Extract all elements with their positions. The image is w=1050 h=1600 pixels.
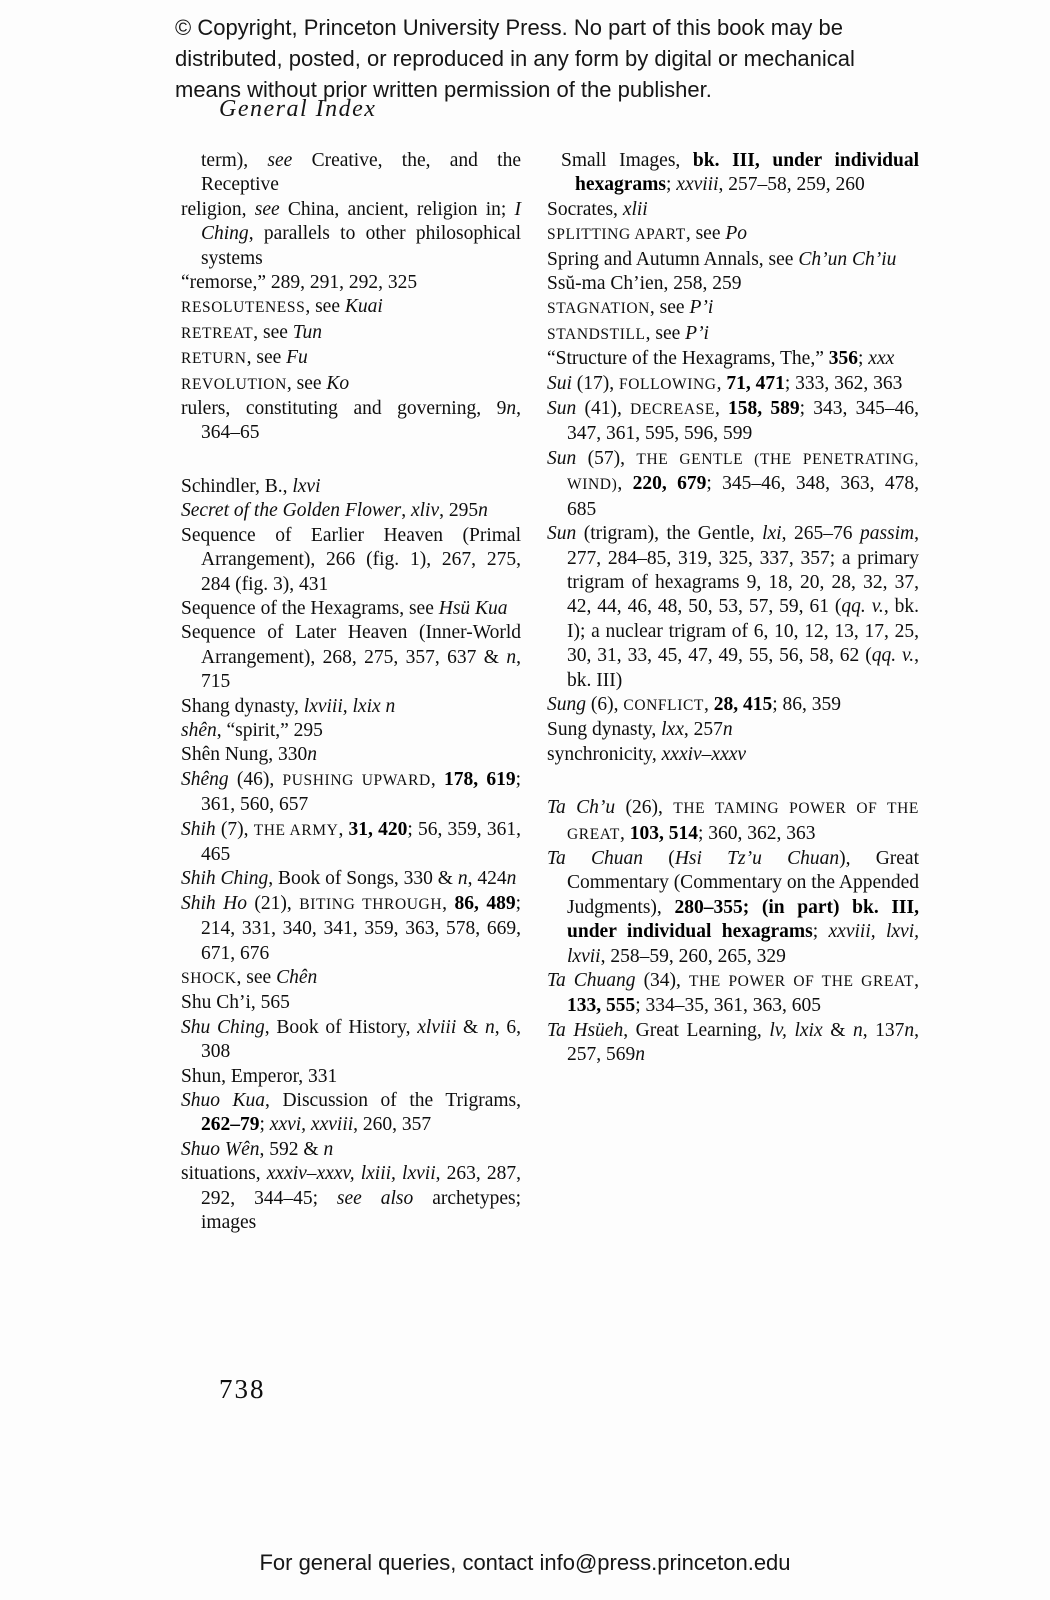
index-entry [181,499,521,523]
index-entry-segment: see [254,198,280,220]
index-entry-segment: xxxiv–xxxv, lxiii, lxvii [266,1163,436,1185]
index-entry-segment: STANDSTILL [547,325,646,343]
index-entry [547,969,919,1019]
index-entry [547,693,919,718]
index-entry-segment: , see [236,967,277,988]
index-entry-segment: Fu [286,347,308,369]
index-entry [181,1065,521,1089]
index-entry-segment: Ta Hsüeh [547,1019,624,1041]
index-entry-segment: ; 86, 359 [772,693,842,715]
index-entry-segment: lv, lxix [769,1019,823,1041]
index-entry-segment: , Book of Songs, 330 & [268,868,458,890]
index-entry-segment: (34), [635,970,689,991]
index-entry-segment: (21), [246,892,300,914]
index-entry-segment: “remorse,” 289, 291, 292, 325 [181,272,418,294]
index-entry-segment: , bk. I); a nuclear trigram of 6, 10, 12, 13, 17, 25, 30, 31, 33, 45, 47, 49, 55, 56, 58, 62 ( [567,596,919,667]
index-entry-segment: THE ARMY [253,821,339,839]
index-entry-segment: Sequence of Earlier Heaven (Primal Arrangement), 266 (fig. 1), 267, 275, 284 (fig. 3), 431 [181,524,521,595]
index-entry [547,372,919,397]
index-entry-segment: ; [858,348,869,370]
index-entry-segment: , 257, 569 [567,1019,920,1066]
index-entry [181,695,521,719]
index-entry [547,796,919,847]
index-entry-segment: Tun [292,321,323,343]
index-entry-segment: “Structure of the Hexagrams, The,” [547,348,829,370]
index-column-right [547,149,919,1235]
index-entry-segment: synchronicity, [547,743,662,765]
index-entry-segment: 220, 679 [632,473,707,495]
index-entry-segment: lxi [762,523,782,545]
index-entry-segment: Small Images, [561,150,693,171]
index-entry-segment: RETREAT [181,324,254,342]
index-entry-segment: n [635,1044,645,1066]
index-entry-segment: (trigram), the Gentle, [576,523,763,545]
index-entry-segment: Po [725,223,748,245]
index-entry [547,248,919,272]
index-entry [547,347,919,371]
index-entry-segment: xxviii, lxvi, lxvii [567,921,920,967]
index-entry-segment: Shêng [181,768,229,790]
index-entry-segment: 158, 589 [728,398,800,420]
index-entry-segment: Shuo Kua [181,1090,266,1112]
index-entry-segment: n [457,868,468,890]
index-entry-segment: , [716,372,727,394]
index-entry-segment: Shuo Wên [181,1138,260,1160]
index-entry-segment: , 364–65 [201,398,521,444]
index-entry-segment: n [506,646,517,668]
index-entry-segment: STAGNATION [547,300,650,318]
index-entry [181,621,521,694]
index-entry-segment: Shên Nung, 330 [181,744,308,766]
index-entry [181,892,521,966]
index-entry [547,743,919,767]
index-entry-segment: THE TAMING POWER OF THE GREAT [567,800,919,843]
index-entry-segment: xxviii [676,174,719,196]
index-entry-segment: , [401,500,411,522]
index-entry [181,768,521,818]
index-entry [547,322,919,347]
index-entry-segment: rulers, constituting and governing, 9 [181,398,507,420]
index-entry-segment: (7), [215,818,254,840]
index-entry-segment: bk. III, under individual hexagrams [575,150,919,196]
index-entry [181,1016,521,1065]
index-entry-segment: , parallels to other philosophical systems [201,223,521,269]
index-entry [181,295,521,320]
index-entry-segment: 71, 471 [726,372,785,394]
index-entry-segment: Ssŭ-ma Ch’ien, 258, 259 [547,273,742,295]
index-column-left [181,149,521,1235]
index-entry-segment: Shih Ching [181,868,269,890]
index-entry-segment: & [822,1019,853,1041]
index-entry-segment: RESOLUTENESS [181,299,306,317]
index-entry-segment: ; 345–46, 348, 363, 478, 685 [567,473,920,520]
index-entry-segment: THE POWER OF THE GREAT [688,973,915,990]
index-entry-segment: Ko [326,372,350,394]
index-entry-segment: P’i [689,297,714,319]
index-entry-segment: n [904,1019,915,1041]
index-entry-segment: Kuai [344,296,383,318]
index-entry [547,397,919,447]
index-entry-segment: Sun [547,523,577,545]
index-entry-segment: , 715 [201,646,521,693]
index-entry-segment: REVOLUTION [181,375,287,393]
index-entry-segment: , [914,970,919,991]
index-entry [181,198,521,271]
index-entry-segment: , “spirit,” 295 [216,719,323,741]
index-entry-segment: , see [645,322,686,344]
index-entry-segment: ), Great Commentary (Commentary on the Appended Judgments), [567,847,920,918]
index-entry-segment: THE GENTLE (THE PENETRATING, WIND) [567,450,919,494]
index-entry-segment: xxxiv–xxxv [661,743,747,765]
index-entry-segment: , [442,892,455,914]
index-entry [547,718,919,742]
index-entry-segment: xliv [410,500,440,522]
index-entry-segment: ; [812,921,829,943]
index-entry-segment: passim [859,523,915,545]
index-entry-segment: religion, [181,198,255,220]
index-entry [181,524,521,597]
index-entry-segment: (41), [576,398,631,420]
index-entry-segment: 262–79 [201,1114,260,1136]
index-entry-segment: n [323,1138,334,1160]
index-entry-segment: PUSHING UPWARD [282,771,431,789]
index-entry-segment: RETURN [181,350,247,368]
index-entry-segment: Ch’un Ch’iu [798,248,897,270]
index-entry-segment: see [267,150,293,171]
index-entry [181,346,521,371]
index-entry-segment: DECREASE [630,401,715,419]
index-entry-segment: n [307,744,317,766]
index-entry-segment: , 263, 287, 292, 344–45; [201,1163,521,1209]
index-entry-segment: situations, [181,1163,267,1185]
index-entry-segment: Hsi Tz’u Chuan [674,847,840,869]
index-entry-segment: n [484,1016,495,1038]
index-entry [181,1089,521,1138]
index-entry-segment: ; [259,1114,270,1136]
index-entry [547,1019,919,1068]
page-number: 738 [219,1374,266,1404]
footer-contact: For general queries, contact info@press.princeton.edu [259,1550,791,1575]
index-entry-segment: xlii [622,198,648,220]
index-entry [181,372,521,397]
index-entry-segment: Ta Chuan [547,847,644,869]
index-entry [181,149,521,198]
index-entry [547,847,919,969]
index-entry-segment: 86, 489 [454,892,516,914]
index-entry-segment: xxx [868,348,895,370]
index-entry-segment: xlviii [417,1016,457,1038]
index-entry-segment: Shih Ho [181,892,247,914]
index-entry-segment: , 257 [683,719,723,741]
index-entry-segment: shên [181,719,217,741]
index-entry-segment: , see [246,347,287,369]
index-columns [181,149,919,1235]
index-entry-segment: Chên [276,967,318,988]
index-entry [181,397,521,446]
index-entry-segment: Sun [547,447,577,469]
index-entry [181,743,521,767]
index-entry-segment: 103, 514 [629,822,698,844]
index-entry-segment: ; 334–35, 361, 363, 605 [635,995,822,1017]
index-entry-segment: SPLITTING APART [547,226,686,244]
index-entry-segment: , see [649,297,690,319]
index-entry-segment: 133, 555 [567,995,636,1017]
index-entry-segment: , [714,398,729,420]
index-entry [181,991,521,1015]
index-entry-segment: 356 [828,348,858,370]
index-entry [181,475,521,499]
index-entry-segment: , see [305,296,345,318]
index-entry-segment: , 257–58, 259, 260 [718,174,865,196]
index-entry-segment: Secret of the Golden Flower [181,500,402,522]
index-entry [547,222,919,247]
index-entry-segment: , 265–76 [781,523,860,545]
index-entry-segment: Hsü Kua [438,597,508,619]
index-entry-segment: , see [286,372,327,394]
index-entry-segment: Shu Ch’i, 565 [181,992,290,1014]
index-entry [181,271,521,295]
index-entry-segment: Shun, Emperor, 331 [181,1065,338,1087]
index-entry-segment: , Great Learning, [623,1019,770,1041]
index-entry-segment: n [852,1019,863,1041]
index-entry-segment: ; 360, 362, 363 [697,822,816,844]
index-entry-segment: CONFLICT [623,696,704,714]
index-entry [547,522,919,693]
index-entry-segment: ; 343, 345–46, 347, 361, 595, 596, 599 [567,398,919,445]
index-entry [181,719,521,743]
index-entry-segment: Sequence of the Hexagrams, see [181,597,439,619]
index-entry-segment: Shih [181,818,216,840]
copyright-notice: © Copyright, Princeton University Press. No part of this book may be distributed, posted, or reproduced in any form by digital or mechanical means without prior written permission of the publisher. [175,15,855,102]
index-entry-segment: (57), [576,447,637,469]
index-entry [181,321,521,346]
index-entry-segment: , [619,822,630,844]
index-entry-segment: ; [666,174,677,196]
index-entry-segment: Socrates, [547,198,623,220]
index-entry-segment: n [506,398,517,420]
index-entry-segment: , 592 & [259,1138,324,1160]
index-entry-segment: BITING THROUGH [299,895,443,913]
index-entry-segment: n [506,868,517,890]
index-entry-segment: qq. v. [871,645,915,667]
index-entry-segment: ; 214, 331, 340, 341, 359, 363, 578, 669, 671, 676 [201,892,521,964]
index-entry-segment: , 6, 308 [201,1016,522,1063]
index-entry-segment: Sung dynasty, [547,719,662,741]
index-entry-segment: Sung [547,693,586,715]
index-entry-segment: lxvi [292,475,321,497]
index-entry-segment: Ta Ch’u [547,797,616,819]
index-entry-segment: 31, 420 [348,818,408,840]
index-entry-segment: (26), [615,797,674,819]
index-entry-segment: xxvi, xxviii [269,1114,354,1136]
index-entry-segment: n [478,500,488,522]
index-entry [181,966,521,991]
index-entry-segment: Schindler, B., [181,475,293,497]
index-entry-segment: 28, 415 [713,693,773,715]
index-entry-segment: , 424 [467,868,507,890]
index-entry-segment: , Book of History, [264,1016,418,1038]
index-entry-segment: SHOCK [181,970,237,987]
index-entry-segment: & [456,1016,485,1038]
index-entry-segment: FOLLOWING [619,375,717,393]
index-entry-segment: ; 333, 362, 363 [784,372,903,394]
index-entry-segment: 280–355; (in part) bk. III, under individual hexagrams [567,896,919,943]
index-entry-segment: , 258–59, 260, 265, 329 [600,945,786,967]
index-entry-segment: 178, 619 [443,768,516,790]
index-entry-segment: Sequence of Later Heaven (Inner-World Arrangement), 268, 275, 357, 637 & [181,622,521,668]
index-entry [547,198,919,222]
index-entry [547,447,919,522]
index-entry-segment: Spring and Autumn Annals, see [547,248,799,270]
index-entry-segment: Ta Chuang [547,970,636,991]
index-entry-segment: qq. v. [841,596,884,618]
index-entry-segment: (46), [228,768,283,790]
index-entry-segment: term), [201,150,268,171]
index-entry-segment: lxviii, lxix n [303,695,396,717]
index-entry [547,149,919,198]
index-entry-segment: Sui [547,372,572,394]
running-head: General Index [219,96,377,122]
index-entry-segment: , Discussion of the Trigrams, [265,1090,521,1112]
index-entry-segment: Sun [547,398,577,420]
index-entry-segment: , see [685,223,726,245]
index-entry-segment: Shang dynasty, [181,695,304,717]
index-entry-segment: , bk. III) [567,645,919,691]
index-entry-segment: (6), [586,693,624,715]
index-entry-segment: I Ching [201,198,521,245]
index-entry-segment: P’i [685,322,709,344]
index-entry-segment: see also [336,1187,414,1209]
index-entry-segment: , 260, 357 [353,1114,432,1136]
index-entry-segment: , [617,473,633,495]
index-entry-segment: , see [253,321,293,343]
index-entry-segment: archetypes; images [201,1187,521,1234]
index-entry-segment: (17), [571,372,620,394]
index-entry [181,1162,521,1235]
index-entry-segment: n [722,719,733,741]
index-entry [547,296,919,321]
index-entry-segment: , [430,768,444,790]
index-entry-segment: lxx [661,719,684,741]
index-entry-segment: , [703,693,714,715]
index-entry [181,818,521,868]
index-entry [547,272,919,296]
index-entry [181,597,521,621]
index-entry-segment: , 137 [862,1019,905,1041]
index-entry-segment: Creative, the, and the Receptive [201,150,521,196]
index-entry-segment: , 277, 284–85, 319, 325, 337, 357; a primary trigram of hexagrams 9, 18, 20, 28, 32, 37, 42, 44, 46, 48, 50, 53, 57, 59, 61 ( [567,523,920,618]
index-entry [181,1138,521,1162]
index-entry-segment: , 295 [439,500,479,522]
index-entry-segment: , [338,818,349,840]
index-entry-segment: China, ancient, religion in; [279,198,515,220]
index-entry-segment: ; 361, 560, 657 [201,768,522,816]
index-entry-segment: ( [643,847,675,869]
index-entry-segment: Shu Ching [181,1016,265,1038]
index-entry-segment: ; 56, 359, 361, 465 [201,818,522,865]
index-entry [181,867,521,891]
